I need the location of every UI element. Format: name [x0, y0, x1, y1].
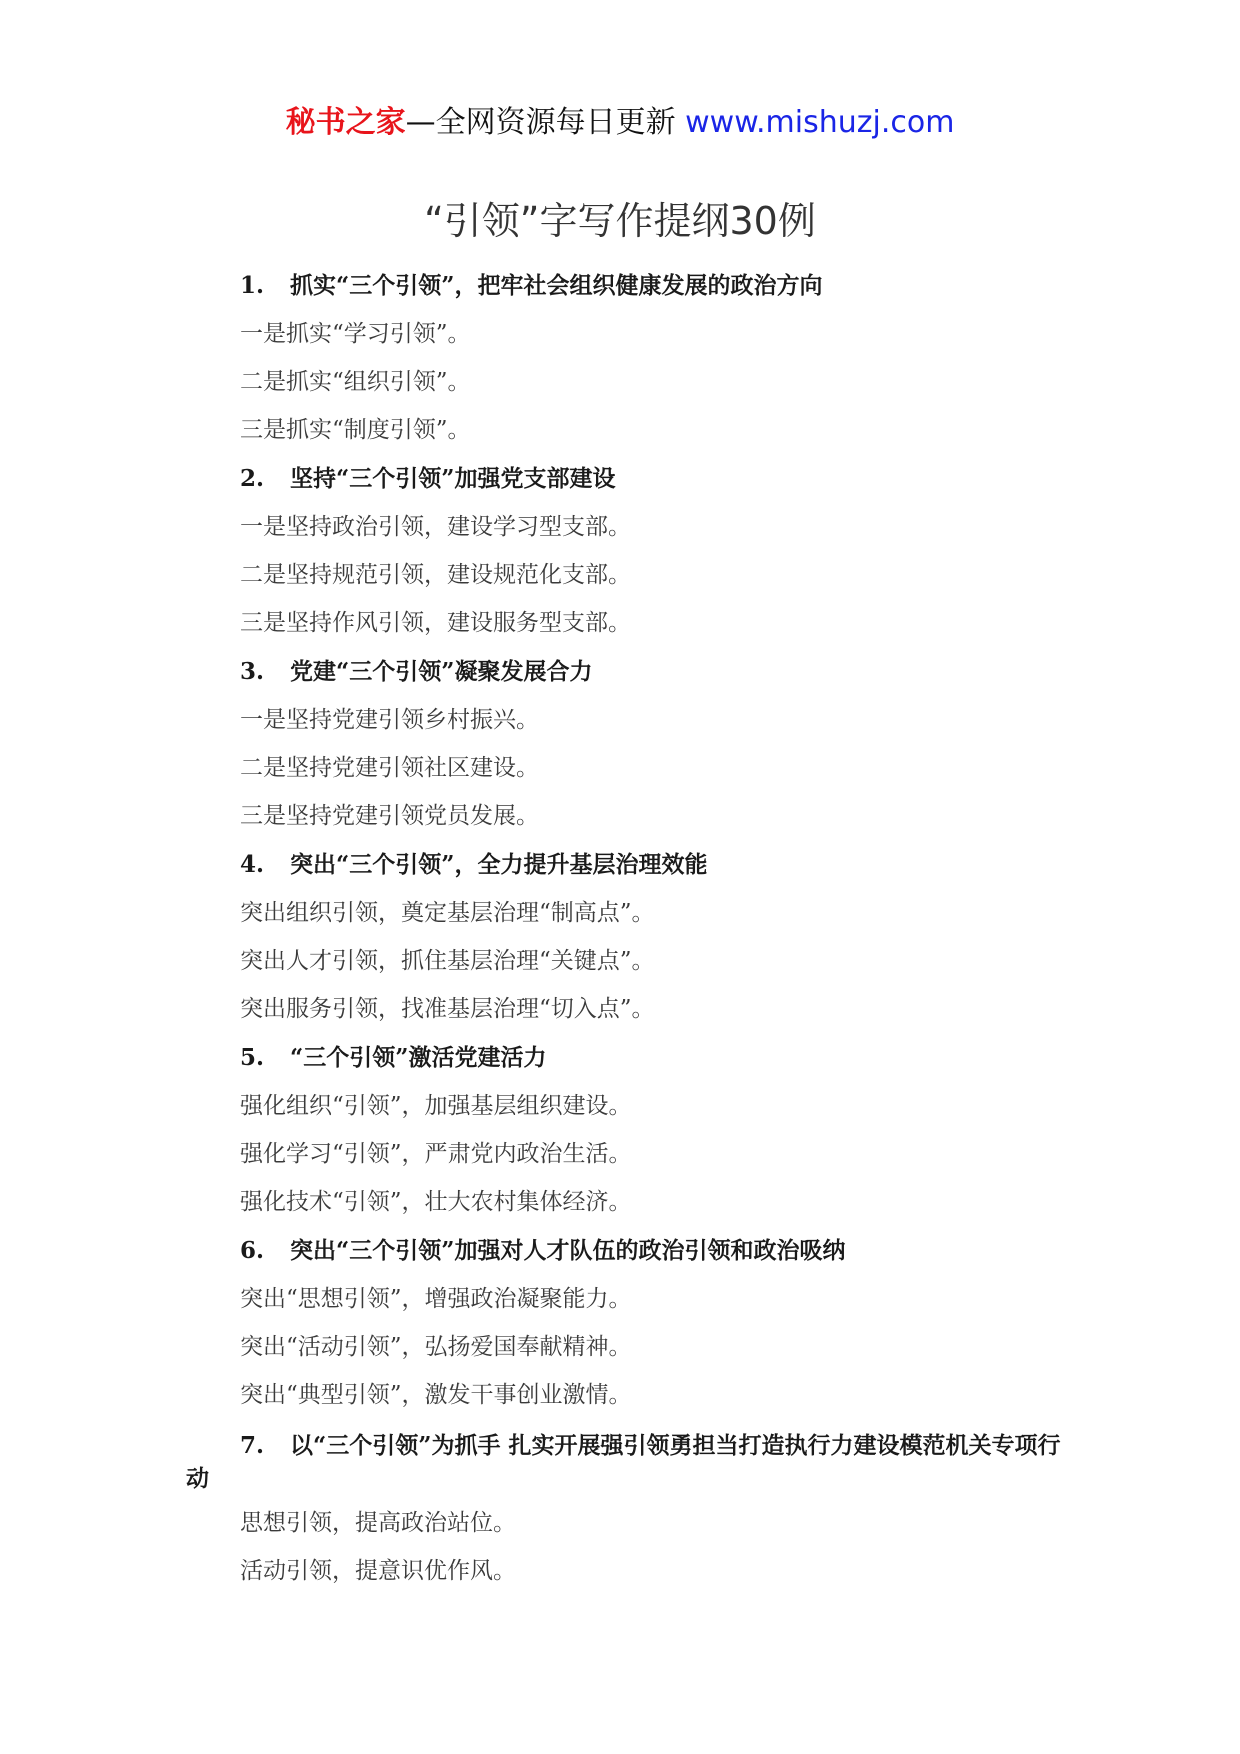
section-heading	[240, 464, 1060, 494]
section-heading	[240, 271, 1060, 301]
section-number: 1.	[240, 272, 265, 299]
list-item: 突出服务引领，找准基层治理“切入点”。	[240, 996, 655, 1022]
section-number: 4.	[240, 851, 265, 878]
section-number: 5.	[240, 1044, 265, 1071]
list-item: 强化组织“引领”，加强基层组织建设。	[240, 1093, 632, 1119]
list-item: 一是坚持政治引领，建设学习型支部。	[240, 514, 631, 540]
section-heading-text: 以“三个引领”为抓手 扎实开展强引领勇担当打造执行力建设模范机关专项行动	[186, 1432, 1061, 1492]
section-number: 3.	[240, 658, 265, 685]
section-heading	[186, 1429, 1066, 1495]
document-title: “引领”字写作提纲30例	[424, 199, 816, 243]
list-item: 思想引领，提高政治站位。	[240, 1510, 516, 1536]
list-item: 三是坚持党建引领党员发展。	[240, 803, 539, 829]
list-item: 强化学习“引领”，严肃党内政治生活。	[240, 1141, 632, 1167]
section-heading	[240, 1043, 1060, 1073]
list-item: 一是抓实“学习引领”。	[240, 321, 471, 347]
section-number: 2.	[240, 465, 265, 492]
list-item: 突出“活动引领”，弘扬爱国奉献精神。	[240, 1334, 632, 1360]
banner-slogan: —全网资源每日更新	[405, 105, 686, 140]
banner-brand: 秘书之家	[285, 105, 406, 140]
section-heading	[240, 850, 1060, 880]
list-item: 三是坚持作风引领，建设服务型支部。	[240, 610, 631, 636]
list-item: 二是坚持党建引领社区建设。	[240, 755, 539, 781]
list-item: 突出人才引领，抓住基层治理“关键点”。	[240, 948, 655, 974]
section-heading	[240, 1236, 1060, 1266]
list-item: 活动引领，提意识优作风。	[240, 1558, 516, 1584]
section-number: 7.	[240, 1432, 265, 1459]
list-item: 突出“思想引领”，增强政治凝聚能力。	[240, 1286, 632, 1312]
section-heading-text: 党建“三个引领”凝聚发展合力	[290, 658, 593, 685]
list-item: 二是抓实“组织引领”。	[240, 369, 471, 395]
section-heading	[240, 657, 1060, 687]
list-item: 突出“典型引领”，激发干事创业激情。	[240, 1382, 632, 1408]
section-heading-text: 突出“三个引领”加强对人才队伍的政治引领和政治吸纳	[290, 1237, 846, 1264]
list-item: 三是抓实“制度引领”。	[240, 417, 471, 443]
banner-url-link[interactable]: www.mishuzj.com	[685, 105, 955, 140]
section-heading-text: “三个引领”激活党建活力	[290, 1044, 547, 1071]
list-item: 一是坚持党建引领乡村振兴。	[240, 707, 539, 733]
section-heading-text: 抓实“三个引领”，把牢社会组织健康发展的政治方向	[290, 272, 823, 299]
section-heading-text: 突出“三个引领”，全力提升基层治理效能	[290, 851, 708, 878]
list-item: 二是坚持规范引领，建设规范化支部。	[240, 562, 631, 588]
list-item: 突出组织引领，奠定基层治理“制高点”。	[240, 900, 655, 926]
section-number: 6.	[240, 1237, 265, 1264]
list-item: 强化技术“引领”，壮大农村集体经济。	[240, 1189, 632, 1215]
section-heading-text: 坚持“三个引领”加强党支部建设	[290, 465, 616, 492]
